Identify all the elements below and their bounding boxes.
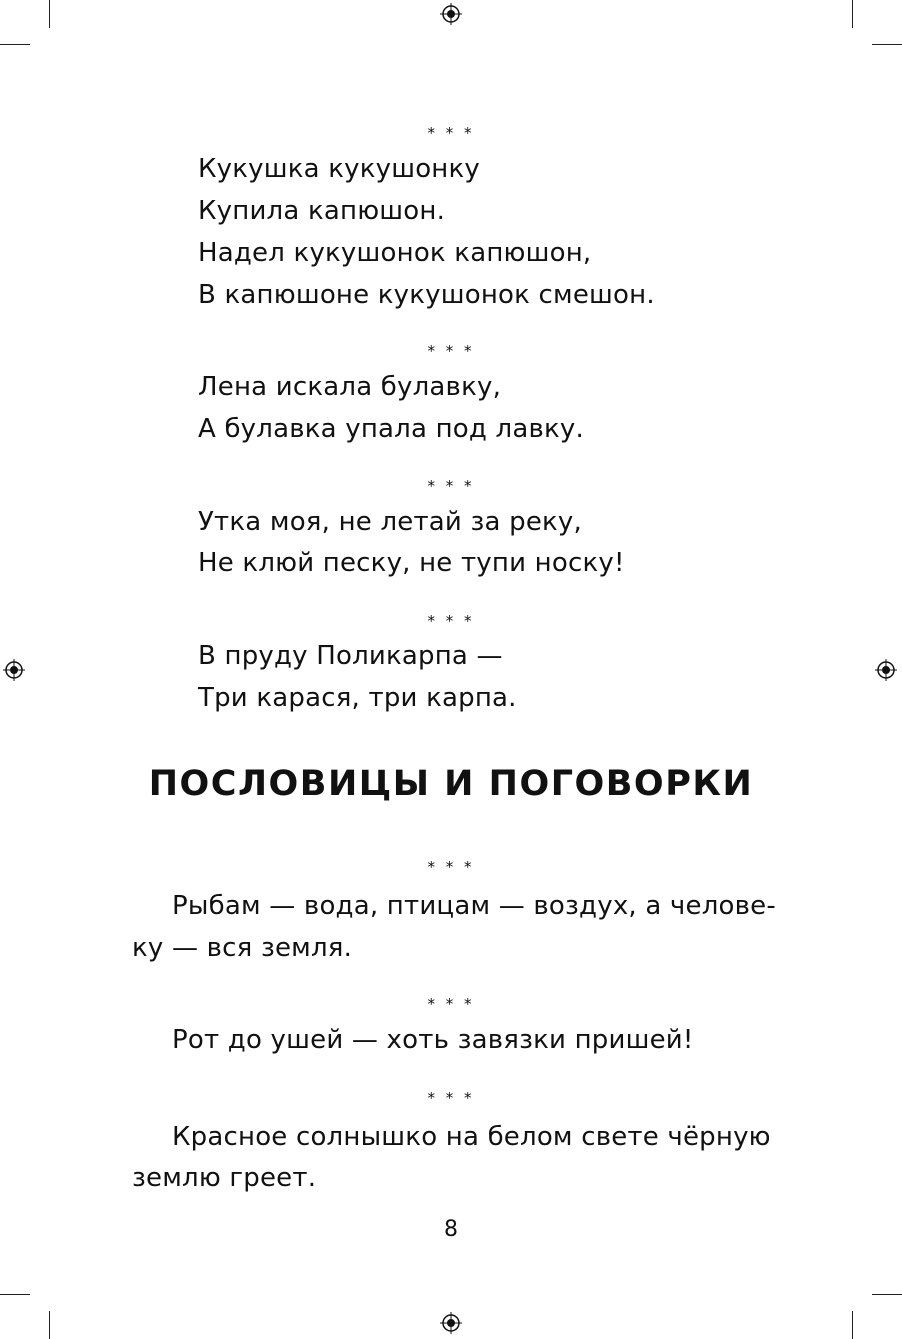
poem-line: Кукушка кукушонку (198, 154, 480, 184)
poem-line: Утка моя, не летай за реку, (198, 507, 582, 537)
crop-mark (0, 1294, 30, 1295)
crop-mark (872, 44, 902, 45)
stanza-separator: * * * (427, 1089, 475, 1107)
stanza-separator: * * * (427, 342, 475, 360)
poem-line: В пруду Поликарпа — (198, 641, 503, 671)
poem-line: Лена искала булавку, (198, 372, 502, 402)
poem-line: Не клюй песку, не тупи носку! (198, 548, 625, 578)
stanza-separator: * * * (427, 124, 475, 142)
stanza-separator: * * * (427, 995, 475, 1013)
stanza-separator: * * * (427, 477, 475, 495)
registration-mark-icon (3, 659, 25, 681)
registration-mark-icon (440, 1312, 462, 1334)
proverb-line: ку — вся земля. (132, 933, 353, 963)
crop-mark (0, 44, 30, 45)
registration-mark-icon (440, 3, 462, 25)
page-number: 8 (444, 1217, 458, 1242)
poem-line: А булавка упала под лавку. (198, 414, 584, 444)
poem-line: Купила капюшон. (198, 196, 446, 226)
crop-mark (852, 0, 853, 28)
stanza-separator: * * * (427, 612, 475, 630)
crop-mark (49, 0, 50, 28)
proverb-line: Красное солнышко на белом свете чёрную (172, 1122, 771, 1152)
proverb-line: землю греет. (132, 1163, 317, 1193)
poem-line: Три карася, три карпа. (198, 683, 517, 713)
proverb-line: Рот до ушей — хоть завязки пришей! (172, 1025, 694, 1055)
crop-mark (872, 1294, 902, 1295)
registration-mark-icon (875, 659, 897, 681)
crop-mark (49, 1311, 50, 1339)
proverb-line: Рыбам — вода, птицам — воздух, а челове- (172, 891, 776, 921)
poem-line: В капюшоне кукушонок смешон. (198, 280, 655, 310)
section-heading: ПОСЛОВИЦЫ И ПОГОВОРКИ (148, 764, 754, 804)
poem-line: Надел кукушонок капюшон, (198, 238, 592, 268)
crop-mark (852, 1311, 853, 1339)
stanza-separator: * * * (427, 858, 475, 876)
